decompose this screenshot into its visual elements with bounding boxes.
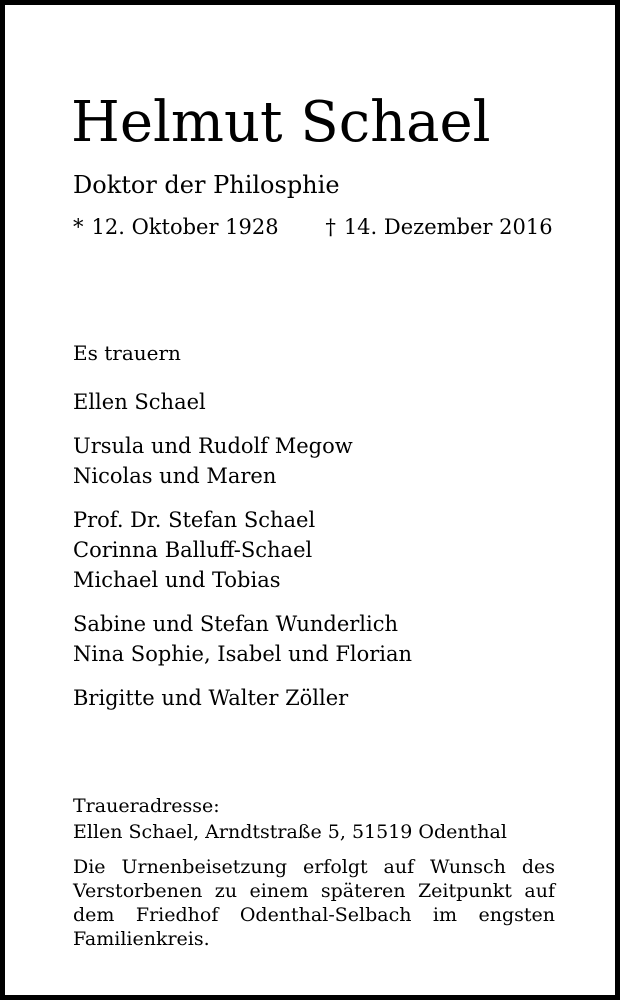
mourner-line: Brigitte und Walter Zöller xyxy=(73,686,349,710)
mourner-line: Nina Sophie, Isabel und Florian xyxy=(73,642,413,666)
mourner-group xyxy=(73,431,412,491)
mourner-line: Ursula und Rudolf Megow xyxy=(73,434,353,458)
deceased-name: Helmut Schael xyxy=(71,90,491,155)
mourning-address xyxy=(73,793,507,845)
death-cross-icon: † xyxy=(325,215,336,239)
address-label: Traueradresse: xyxy=(73,795,220,817)
mourners-label: Es trauern xyxy=(73,341,181,365)
deceased-title: Doktor der Philosphie xyxy=(73,171,340,199)
mourner-line: Prof. Dr. Stefan Schael xyxy=(73,508,316,532)
mourner-line: Sabine und Stefan Wunderlich xyxy=(73,612,399,636)
death-date: 14. Dezember 2016 xyxy=(343,215,553,239)
mourners-list xyxy=(73,387,412,727)
mourner-group xyxy=(73,505,412,595)
mourner-line: Michael und Tobias xyxy=(73,568,281,592)
birth-date-group xyxy=(73,215,285,239)
mourner-group xyxy=(73,609,412,669)
mourner-line: Nicolas und Maren xyxy=(73,464,277,488)
mourner-line: Ellen Schael xyxy=(73,390,206,414)
birth-star-icon: * xyxy=(73,215,84,239)
mourner-line: Corinna Balluff-Schael xyxy=(73,538,313,562)
address-value: Ellen Schael, Arndtstraße 5, 51519 Odenthal xyxy=(73,821,507,843)
birth-date: 12. Oktober 1928 xyxy=(91,215,279,239)
mourner-group xyxy=(73,683,412,713)
burial-notice: Die Urnenbeisetzung erfolgt auf Wunsch des Verstorbenen zu einem späteren Zeitpunkt auf dem Friedhof Odenthal-Selbach im engsten Familienkreis. xyxy=(73,856,555,950)
death-date-group xyxy=(325,215,552,239)
life-dates xyxy=(73,215,553,239)
mourner-group xyxy=(73,387,412,417)
